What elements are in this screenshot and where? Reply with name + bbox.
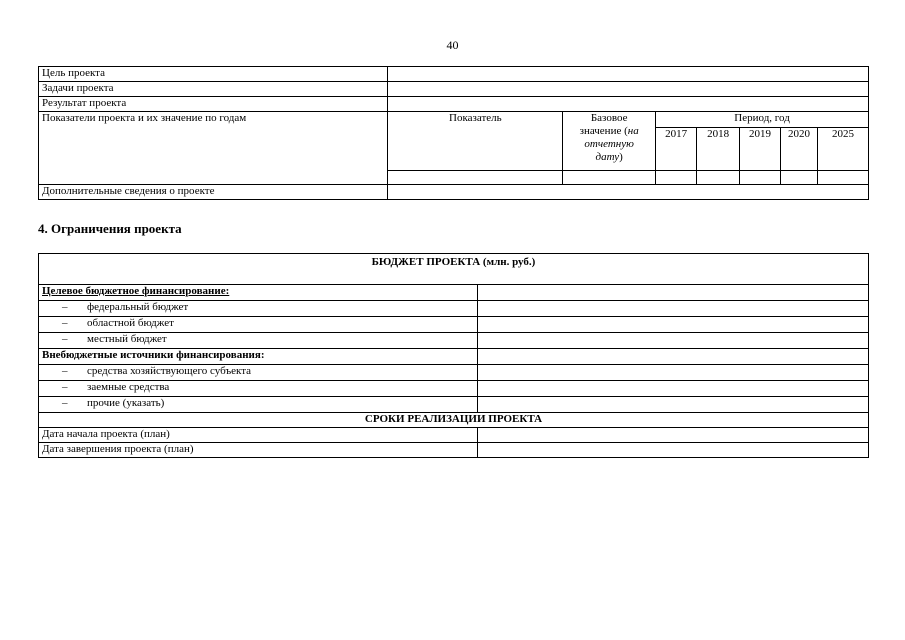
table-row	[39, 413, 869, 428]
terms-header: СРОКИ РЕАЛИЗАЦИИ ПРОЕКТА	[39, 413, 869, 428]
year-2020: 2020	[781, 128, 818, 171]
table-row	[39, 333, 869, 349]
table-row	[39, 112, 869, 128]
table-row	[39, 82, 869, 97]
regional-budget-value	[477, 317, 868, 333]
dash-marker: –	[62, 397, 68, 409]
year-2018: 2018	[697, 128, 740, 171]
extra-funding-value	[477, 349, 868, 365]
list-item	[39, 301, 478, 317]
entity-funds-label: средства хозяйствующего субъекта	[87, 365, 252, 377]
tasks-value-cell	[388, 82, 869, 97]
list-item	[39, 397, 478, 413]
base-value-italic2: отчетную	[584, 138, 634, 150]
indicator-value-cell	[388, 171, 563, 185]
base-value-italic1: на	[627, 125, 639, 137]
list-item	[39, 317, 478, 333]
local-budget-value	[477, 333, 868, 349]
start-date-label: Дата начала проекта (план)	[39, 428, 478, 443]
table-row	[39, 254, 869, 285]
other-funds-value	[477, 397, 868, 413]
end-date-label: Дата завершения проекта (план)	[39, 443, 478, 458]
table-row	[39, 428, 869, 443]
budget-header: БЮДЖЕТ ПРОЕКТА (млн. руб.)	[39, 254, 869, 285]
base-value-italic3: дату	[595, 151, 620, 163]
table-row	[39, 301, 869, 317]
start-date-value	[477, 428, 868, 443]
page-number: 40	[446, 38, 459, 52]
borrowed-funds-label: заемные средства	[87, 381, 170, 393]
list-item	[39, 381, 478, 397]
year-value-cell	[781, 171, 818, 185]
end-date-value	[477, 443, 868, 458]
extra-funding-label: Внебюджетные источники финансирования:	[39, 349, 478, 365]
other-funds-label: прочие (указать)	[87, 397, 165, 409]
entity-funds-value	[477, 365, 868, 381]
additional-value-cell	[388, 185, 869, 200]
table-row	[39, 67, 869, 82]
project-info-table	[38, 66, 869, 200]
row-label-tasks: Задачи проекта	[39, 82, 388, 97]
federal-budget-value	[477, 301, 868, 317]
dash-marker: –	[62, 381, 68, 393]
table-row	[39, 317, 869, 333]
table-row	[39, 185, 869, 200]
base-value-line1: Базовое	[590, 112, 628, 124]
target-funding-label: Целевое бюджетное финансирование:	[39, 285, 478, 301]
base-value-line2: значение (	[579, 125, 628, 137]
year-value-cell	[818, 171, 869, 185]
table-row	[39, 285, 869, 301]
borrowed-funds-value	[477, 381, 868, 397]
row-label-indicators: Показатели проекта и их значение по годам	[39, 112, 388, 185]
goal-value-cell	[388, 67, 869, 82]
row-label-goal: Цель проекта	[39, 67, 388, 82]
result-value-cell	[388, 97, 869, 112]
federal-budget-label: федеральный бюджет	[87, 301, 189, 313]
table-row	[39, 381, 869, 397]
year-2017: 2017	[656, 128, 697, 171]
indicator-header: Показатель	[388, 112, 563, 171]
base-value-header	[563, 112, 656, 171]
period-header: Период, год	[656, 112, 869, 128]
budget-table	[38, 253, 869, 458]
local-budget-label: местный бюджет	[87, 333, 167, 345]
section-title: 4. Ограничения проекта	[38, 221, 182, 236]
list-item	[39, 333, 478, 349]
base-value-cell	[563, 171, 656, 185]
list-item	[39, 365, 478, 381]
year-2019: 2019	[740, 128, 781, 171]
table-row	[39, 349, 869, 365]
table-row	[39, 443, 869, 458]
dash-marker: –	[62, 333, 68, 345]
year-2025: 2025	[818, 128, 869, 171]
row-label-additional: Дополнительные сведения о проекте	[39, 185, 388, 200]
table-row	[39, 397, 869, 413]
dash-marker: –	[62, 317, 68, 329]
target-funding-value	[477, 285, 868, 301]
table-row	[39, 97, 869, 112]
row-label-result: Результат проекта	[39, 97, 388, 112]
dash-marker: –	[62, 365, 68, 377]
dash-marker: –	[62, 301, 68, 313]
year-value-cell	[697, 171, 740, 185]
regional-budget-label: областной бюджет	[87, 317, 174, 329]
year-value-cell	[740, 171, 781, 185]
year-value-cell	[656, 171, 697, 185]
table-row	[39, 365, 869, 381]
base-value-close: )	[619, 151, 623, 163]
